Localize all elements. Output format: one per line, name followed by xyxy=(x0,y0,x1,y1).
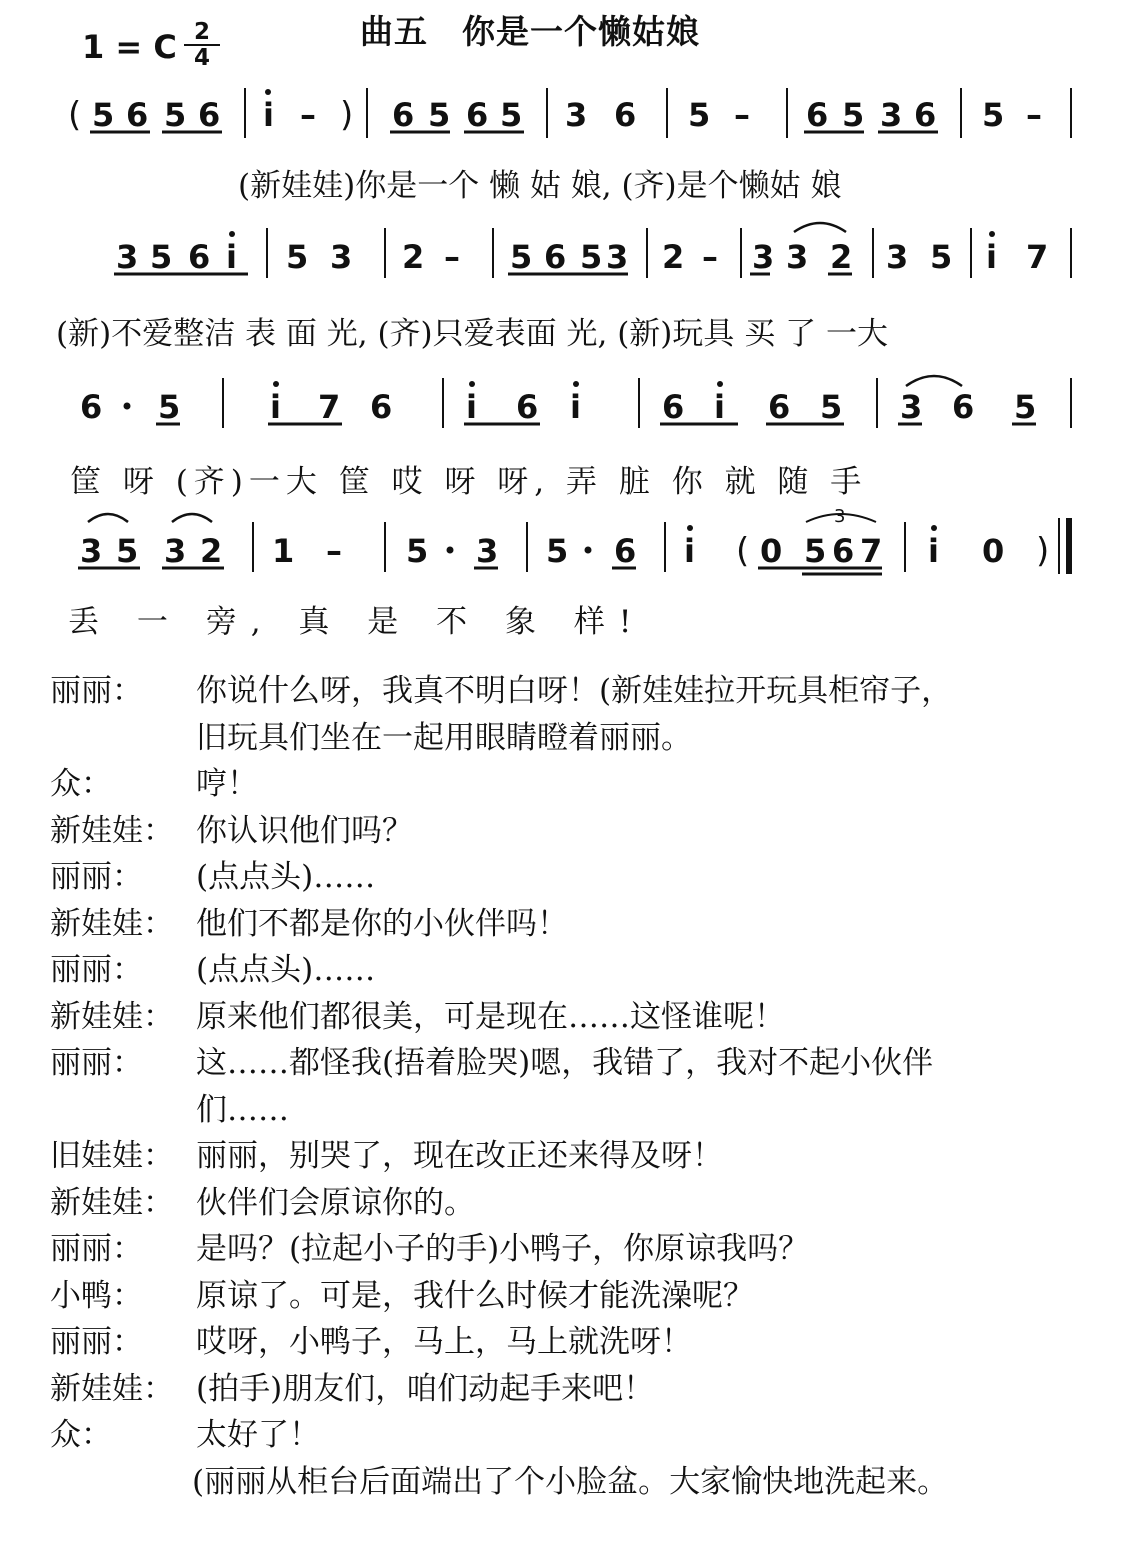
lyric-text: (新娃娃)你是一个 懒 姑 娘, (齐)是个懒姑 娘 xyxy=(238,168,842,204)
svg-text:5: 5 xyxy=(842,96,865,134)
lyric-text: 丢 一 旁, 真 是 不 象 样! xyxy=(68,604,646,640)
svg-text:5: 5 xyxy=(150,238,173,276)
svg-text:3: 3 xyxy=(786,238,809,276)
svg-text:5: 5 xyxy=(286,238,309,276)
svg-text:2: 2 xyxy=(662,238,685,276)
svg-text:i: i xyxy=(684,532,695,570)
speaker: 新娃娃： xyxy=(50,1184,174,1221)
speech: (点点头)…… xyxy=(196,859,376,895)
svg-text:i: i xyxy=(570,388,581,426)
svg-text:0: 0 xyxy=(760,532,783,570)
svg-text:0: 0 xyxy=(982,532,1005,570)
svg-text:6: 6 xyxy=(662,388,685,426)
stage-direction xyxy=(50,1459,1090,1506)
speaker: 新娃娃： xyxy=(50,812,174,849)
svg-text:–: – xyxy=(1026,96,1042,134)
svg-text:–: – xyxy=(326,532,342,570)
svg-text:6: 6 xyxy=(198,96,221,134)
meter-bottom: 4 xyxy=(193,45,210,71)
speech: 伙伴们会原谅你的。 xyxy=(196,1184,475,1221)
svg-text:i: i xyxy=(270,388,281,426)
svg-text:6: 6 xyxy=(370,388,393,426)
staff-line-1 xyxy=(68,88,1072,138)
dialogue-line xyxy=(50,1180,1090,1227)
speech: 他们不都是你的小伙伴吗！ xyxy=(196,905,568,942)
svg-text:i: i xyxy=(263,96,274,134)
svg-text:i: i xyxy=(226,238,237,276)
svg-text:6: 6 xyxy=(614,96,637,134)
speaker: 丽丽： xyxy=(50,1045,143,1081)
speech: 太好了！ xyxy=(196,1417,320,1453)
speech: (点点头)…… xyxy=(196,952,376,988)
svg-text:5: 5 xyxy=(688,96,711,134)
svg-text:i: i xyxy=(928,532,939,570)
svg-text:6: 6 xyxy=(544,238,567,276)
speaker: 小鸭： xyxy=(50,1277,143,1314)
svg-text:3: 3 xyxy=(80,532,103,570)
svg-text:5: 5 xyxy=(510,238,533,276)
svg-text:3: 3 xyxy=(116,238,139,276)
dialogue-script xyxy=(50,668,1090,1505)
svg-text:3: 3 xyxy=(476,532,499,570)
svg-text:5: 5 xyxy=(804,532,827,570)
speaker: 众： xyxy=(50,1417,112,1453)
dialogue-line xyxy=(50,901,1090,948)
svg-text:2: 2 xyxy=(402,238,425,276)
svg-text:–: – xyxy=(702,238,718,276)
speech: 哼！ xyxy=(196,766,258,802)
speech: 原谅了。可是，我什么时候才能洗澡呢？ xyxy=(196,1277,754,1314)
speech: 你认识他们吗？ xyxy=(196,812,413,849)
svg-text:5: 5 xyxy=(546,532,569,570)
speech: 哎呀，小鸭子，马上，马上就洗呀！ xyxy=(196,1324,692,1360)
svg-text:6: 6 xyxy=(768,388,791,426)
svg-text:6: 6 xyxy=(914,96,937,134)
speech: 丽丽，别哭了，现在改正还来得及呀！ xyxy=(196,1138,723,1174)
key-signature: 1 = C xyxy=(82,28,177,66)
svg-text:7: 7 xyxy=(860,532,883,570)
dialogue-line xyxy=(50,715,1090,762)
speech: (丽丽从柜台后面端出了个小脸盆。大家愉快地洗起来。 xyxy=(192,1463,949,1500)
svg-text:5: 5 xyxy=(116,532,139,570)
svg-text:3: 3 xyxy=(330,238,353,276)
svg-text:6: 6 xyxy=(832,532,855,570)
svg-text:): ) xyxy=(1036,531,1050,571)
svg-text:–: – xyxy=(734,96,750,134)
svg-text:5: 5 xyxy=(92,96,115,134)
speech: 原来他们都很美，可是现在……这怪谁呢！ xyxy=(196,998,785,1035)
svg-text:3: 3 xyxy=(164,532,187,570)
svg-text:7: 7 xyxy=(1026,238,1049,276)
svg-text:6: 6 xyxy=(952,388,975,426)
svg-text:5: 5 xyxy=(164,96,187,134)
svg-text:5: 5 xyxy=(1014,388,1037,426)
svg-text:5: 5 xyxy=(406,532,429,570)
speech: 是吗？(拉起小子的手)小鸭子，你原谅我吗？ xyxy=(196,1231,810,1267)
speaker: 新娃娃： xyxy=(50,998,174,1035)
svg-text:6: 6 xyxy=(516,388,539,426)
svg-text:7: 7 xyxy=(318,388,341,426)
speaker: 新娃娃： xyxy=(50,905,174,942)
dialogue-line xyxy=(50,761,1090,808)
svg-text:3: 3 xyxy=(606,238,629,276)
svg-text:–: – xyxy=(444,238,460,276)
speaker: 众： xyxy=(50,766,112,802)
speaker: 丽丽： xyxy=(50,1231,143,1267)
svg-text:(: ( xyxy=(736,531,750,571)
svg-text:6: 6 xyxy=(466,96,489,134)
speaker: 旧娃娃： xyxy=(50,1138,174,1174)
svg-text:6: 6 xyxy=(188,238,211,276)
svg-text:(: ( xyxy=(68,95,82,135)
svg-text:3: 3 xyxy=(900,388,923,426)
svg-text:6: 6 xyxy=(614,532,637,570)
dialogue-line xyxy=(50,994,1090,1041)
svg-text:5: 5 xyxy=(930,238,953,276)
song-title: 曲五 你是一个懒姑娘 xyxy=(360,12,700,51)
staff-line-3 xyxy=(80,376,1072,428)
speaker: 丽丽： xyxy=(50,673,143,709)
svg-text:5: 5 xyxy=(820,388,843,426)
lyric-text: 筐 呀 (齐)一大 筐 哎 呀 呀, 弄 脏 你 就 随 手 xyxy=(70,464,868,500)
svg-text:6: 6 xyxy=(80,388,103,426)
svg-text:5: 5 xyxy=(158,388,181,426)
dialogue-line xyxy=(50,947,1090,994)
staff-line-2 xyxy=(114,223,1072,278)
dialogue-line xyxy=(50,1273,1090,1320)
dialogue-line xyxy=(50,854,1090,901)
svg-text:1: 1 xyxy=(272,532,295,570)
speaker: 丽丽： xyxy=(50,952,143,988)
svg-text:3: 3 xyxy=(886,238,909,276)
dialogue-line xyxy=(50,1226,1090,1273)
svg-text:5: 5 xyxy=(500,96,523,134)
dialogue-line xyxy=(50,668,1090,715)
dialogue-line xyxy=(50,1087,1090,1134)
speech: 旧玩具们坐在一起用眼睛瞪着丽丽。 xyxy=(196,719,692,756)
svg-text:2: 2 xyxy=(200,532,223,570)
speech: 你说什么呀，我真不明白呀！(新娃娃拉开玩具柜帘子， xyxy=(196,673,953,709)
svg-text:i: i xyxy=(714,388,725,426)
speech: (拍手)朋友们，咱们动起手来吧！ xyxy=(196,1370,655,1407)
svg-text:3: 3 xyxy=(880,96,903,134)
svg-text:–: – xyxy=(300,96,316,134)
svg-text:3: 3 xyxy=(834,506,846,527)
speech: 这……都怪我(捂着脸哭)嗯，我错了，我对不起小伙伴 xyxy=(196,1045,934,1081)
meter-top: 2 xyxy=(184,20,220,46)
dialogue-line xyxy=(50,1412,1090,1459)
svg-text:5: 5 xyxy=(428,96,451,134)
svg-text:2: 2 xyxy=(830,238,853,276)
svg-text:6: 6 xyxy=(806,96,829,134)
lyric-text: (新)不爱整洁 表 面 光, (齐)只爱表面 光, (新)玩具 买 了 一大 xyxy=(56,316,888,352)
svg-text:5: 5 xyxy=(982,96,1005,134)
svg-text:6: 6 xyxy=(392,96,415,134)
svg-text:3: 3 xyxy=(752,238,775,276)
svg-text:i: i xyxy=(986,238,997,276)
speaker: 丽丽： xyxy=(50,859,143,895)
dialogue-line xyxy=(50,1319,1090,1366)
dialogue-line xyxy=(50,1133,1090,1180)
svg-text:6: 6 xyxy=(126,96,149,134)
dialogue-line xyxy=(50,808,1090,855)
svg-text:): ) xyxy=(340,95,354,135)
staff-line-4 xyxy=(78,506,1072,574)
svg-text:i: i xyxy=(466,388,477,426)
speech: 们…… xyxy=(196,1091,289,1128)
svg-text:5: 5 xyxy=(580,238,603,276)
dialogue-line xyxy=(50,1040,1090,1087)
svg-text:3: 3 xyxy=(565,96,588,134)
dialogue-line xyxy=(50,1366,1090,1413)
speaker: 丽丽： xyxy=(50,1324,143,1360)
speaker: 新娃娃： xyxy=(50,1370,174,1407)
